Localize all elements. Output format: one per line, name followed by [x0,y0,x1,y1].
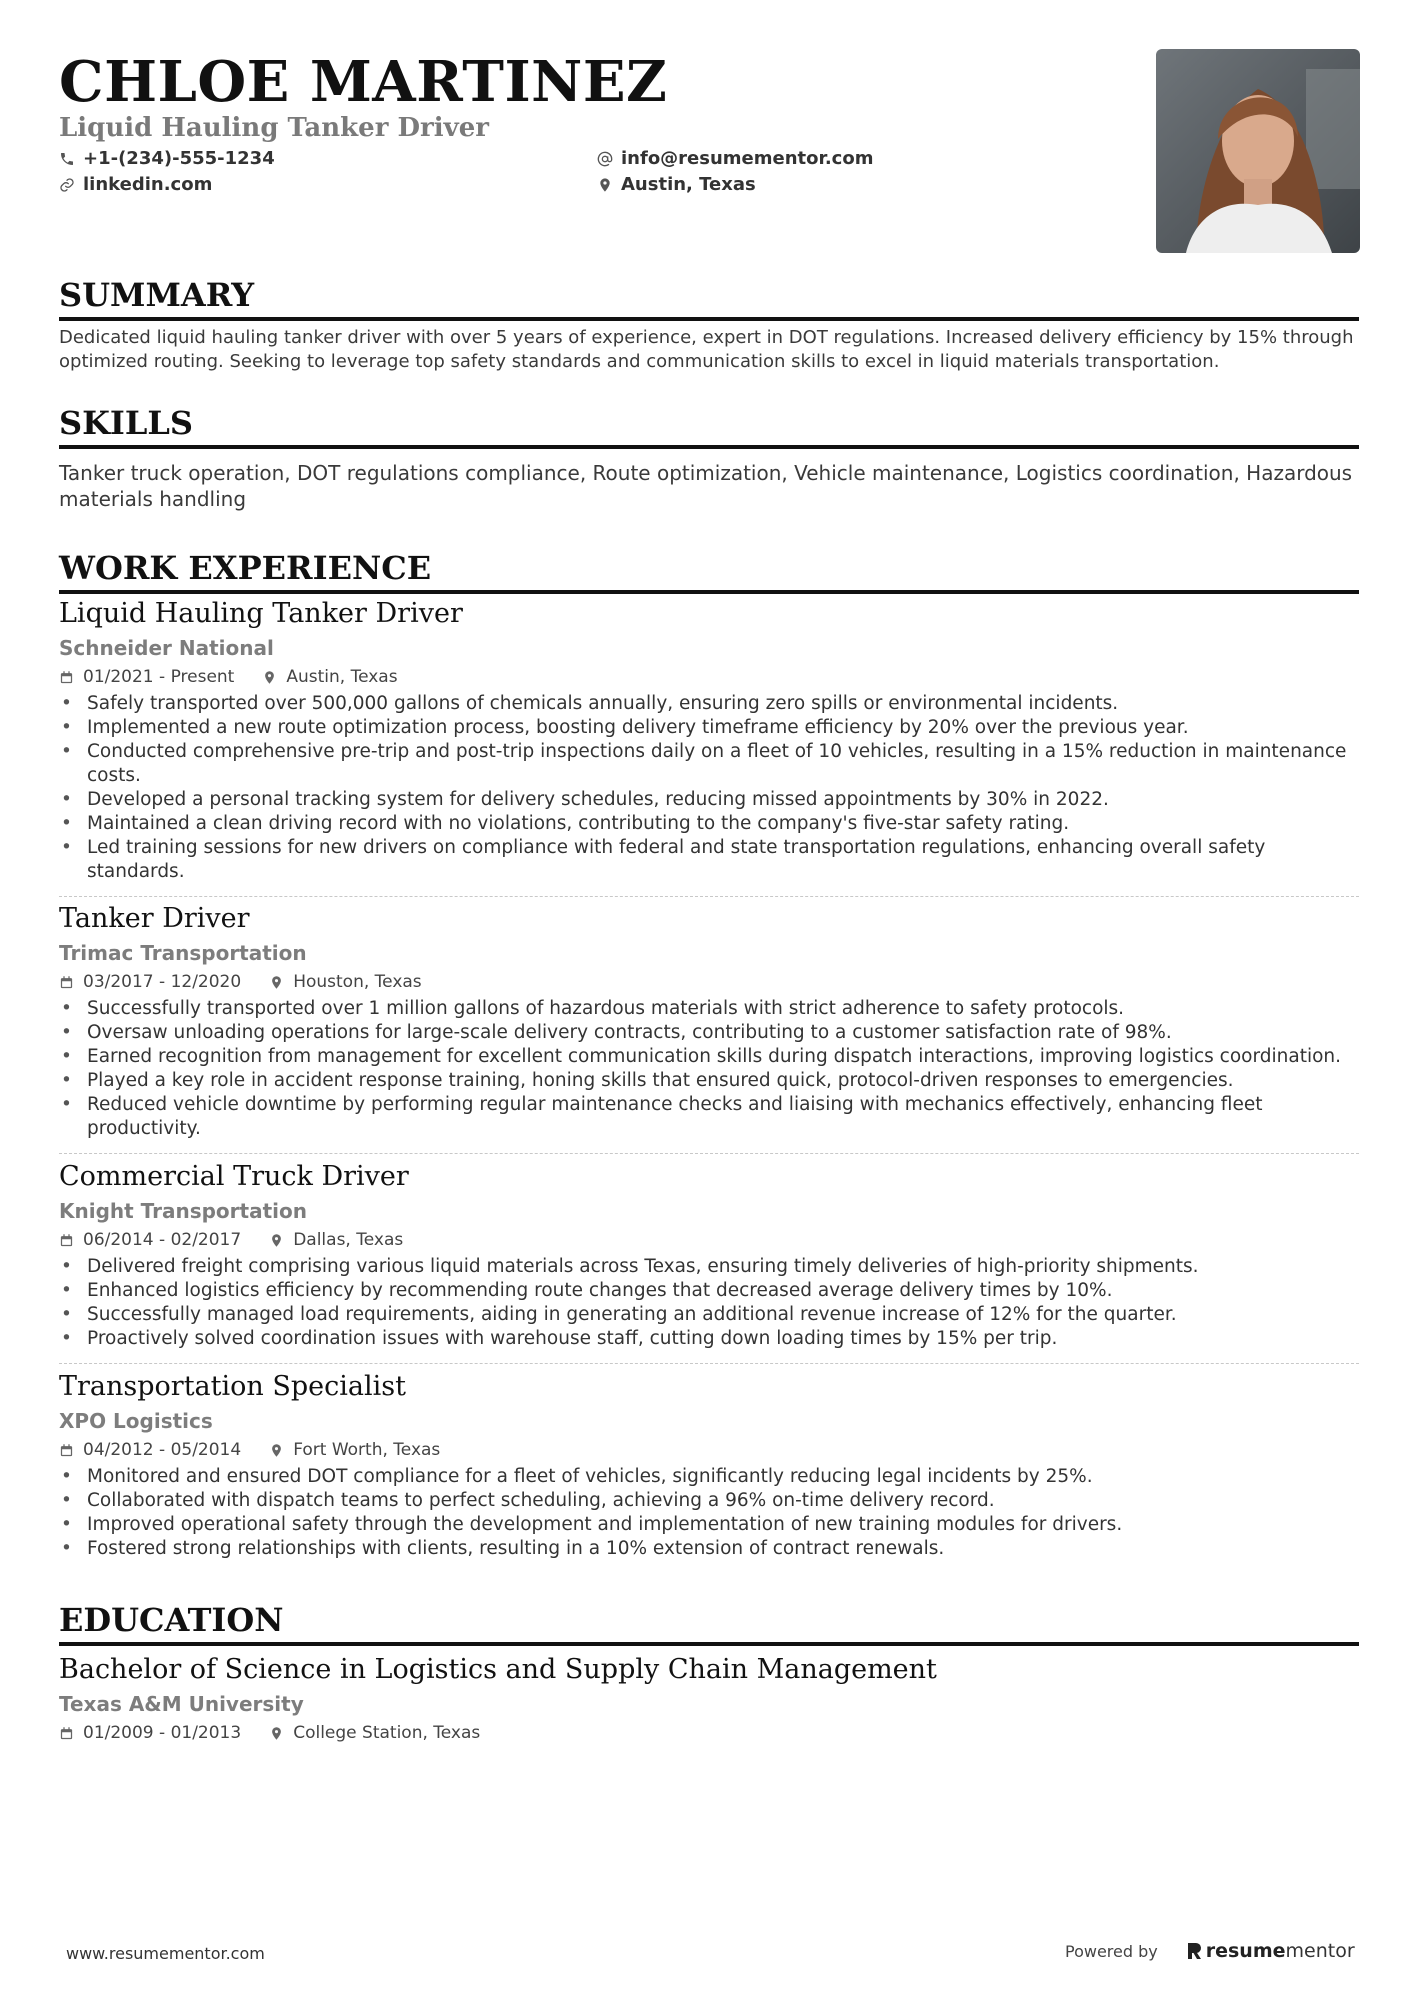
job-divider [59,896,1359,897]
job-bullets [59,692,1359,884]
brand-logo[interactable] [1186,1940,1355,1962]
summary-text: Dedicated liquid hauling tanker driver with over 5 years of experience, expert in DOT regulations. Increased delivery efficiency by 15% through optimized routing. Seeking to leverage top safety standards and communication skills to excel in liquid materials transportation. [59,327,1354,372]
bullet-item: • Earned recognition from management for excellent communication skills during dispatch interactions, improving logistics coordination. [59,1045,1359,1069]
footer-powered-by [1065,1940,1355,1962]
contact-email [597,147,873,171]
bullet-item: • Enhanced logistics efficiency by recommending route changes that decreased average delivery times by 10%. [59,1279,1359,1303]
job-entry [59,1369,1359,1561]
contact-linkedin [59,173,212,197]
location-pin-icon [269,1233,284,1248]
job-location: Houston, Texas [293,972,422,992]
job-company: XPO Logistics [59,1409,213,1433]
bullet-item: • Delivered freight comprising various liquid materials across Texas, ensuring timely deliveries of high-priority shipments. [59,1255,1359,1279]
phone-icon [59,151,75,167]
bullet-item: • Implemented a new route optimization process, boosting delivery timeframe efficiency by 20% over the previous year. [59,716,1359,740]
resumementor-logo-icon [1186,1941,1202,1961]
footer-website[interactable]: www.resumementor.com [66,1944,265,1963]
job-bullets [59,1255,1359,1351]
bullet-item: • Oversaw unloading operations for large-scale delivery contracts, contributing to a customer satisfaction rate of 98%. [59,1021,1359,1045]
skills-heading: SKILLS [59,403,1359,449]
phone-text: +1-(234)-555-1234 [83,148,275,169]
brand-text-bold: resume [1205,1940,1286,1962]
job-divider [59,1153,1359,1154]
bullet-item: • Played a key role in accident response training, honing skills that ensured quick, protocol-driven responses to emergencies. [59,1069,1359,1093]
at-icon [597,151,613,167]
education-meta [59,1721,1359,1745]
job-title: Tanker Driver [59,903,250,934]
bullet-item: • Reduced vehicle downtime by performing regular maintenance checks and liaising with mechanics effectively, enhancing fleet productivity. [59,1093,1359,1141]
education-heading: EDUCATION [59,1600,1359,1646]
candidate-title: Liquid Hauling Tanker Driver [59,113,489,143]
experience-heading: WORK EXPERIENCE [59,548,1359,594]
job-meta [59,970,1359,994]
calendar-icon [59,1726,74,1741]
job-dates: 03/2017 - 12/2020 [83,972,242,992]
summary-heading: SUMMARY [59,275,1359,321]
education-dates: 01/2009 - 01/2013 [83,1723,242,1743]
job-meta [59,665,1359,689]
bullet-item: • Maintained a clean driving record with no violations, contributing to the company's five-star safety rating. [59,812,1359,836]
calendar-icon [59,670,74,685]
bullet-item: • Successfully transported over 1 million gallons of hazardous materials with strict adherence to safety protocols. [59,997,1359,1021]
location-pin-icon [269,1726,284,1741]
location-pin-icon [597,177,613,193]
contact-location [597,173,756,197]
job-location: Austin, Texas [286,667,398,687]
bullet-item: • Fostered strong relationships with clients, resulting in a 10% extension of contract renewals. [59,1537,1359,1561]
job-bullets [59,1465,1359,1561]
job-bullets [59,997,1359,1141]
bullet-item: • Safely transported over 500,000 gallons of chemicals annually, ensuring zero spills or environmental incidents. [59,692,1359,716]
bullet-item: • Improved operational safety through the development and implementation of new training modules for drivers. [59,1513,1359,1537]
location-pin-icon [269,975,284,990]
job-dates: 04/2012 - 05/2014 [83,1440,242,1460]
education-entry [59,1652,1359,1745]
calendar-icon [59,975,74,990]
job-entry [59,1159,1359,1351]
education-location: College Station, Texas [293,1723,481,1743]
powered-by-label: Powered by [1065,1941,1158,1961]
bullet-item: • Collaborated with dispatch teams to perfect scheduling, achieving a 96% on-time delivery record. [59,1489,1359,1513]
profile-photo [1156,49,1360,253]
job-location: Dallas, Texas [293,1230,404,1250]
job-meta [59,1438,1359,1462]
bullet-item: • Conducted comprehensive pre-trip and post-trip inspections daily on a fleet of 10 vehicles, resulting in a 15% reduction in maintenance costs. [59,740,1359,788]
contact-phone [59,147,275,171]
job-company: Knight Transportation [59,1199,307,1223]
job-location: Fort Worth, Texas [293,1440,441,1460]
location-pin-icon [269,1443,284,1458]
job-dates: 01/2021 - Present [83,667,235,687]
bullet-item: • Proactively solved coordination issues with warehouse staff, cutting down loading times by 15% per trip. [59,1327,1359,1351]
bullet-item: • Monitored and ensured DOT compliance for a fleet of vehicles, significantly reducing legal incidents by 25%. [59,1465,1359,1489]
bullet-item: • Led training sessions for new drivers on compliance with federal and state transportation regulations, enhancing overall safety standards. [59,836,1359,884]
email-link[interactable]: info@resumementor.com [621,148,874,169]
candidate-name: CHLOE MARTINEZ [59,49,668,115]
skills-text: Tanker truck operation, DOT regulations compliance, Route optimization, Vehicle maintenance, Logistics coordination, Hazardous materials handling [59,461,1353,511]
bullet-item: • Successfully managed load requirements, aiding in generating an additional revenue increase of 12% for the quarter. [59,1303,1359,1327]
linkedin-link[interactable]: linkedin.com [83,174,213,195]
link-icon [59,177,75,193]
job-entry [59,901,1359,1141]
job-title: Transportation Specialist [59,1371,406,1402]
job-divider [59,1363,1359,1364]
degree-title: Bachelor of Science in Logistics and Supply Chain Management [59,1654,937,1685]
location-text: Austin, Texas [621,174,756,195]
job-title: Commercial Truck Driver [59,1161,409,1192]
job-dates: 06/2014 - 02/2017 [83,1230,242,1250]
job-entry [59,596,1359,884]
location-pin-icon [262,670,277,685]
job-company: Schneider National [59,636,274,660]
brand-text-light: mentor [1285,1940,1355,1962]
job-meta [59,1228,1359,1252]
calendar-icon [59,1233,74,1248]
bullet-item: • Developed a personal tracking system for delivery schedules, reducing missed appointments by 30% in 2022. [59,788,1359,812]
job-title: Liquid Hauling Tanker Driver [59,598,463,629]
job-company: Trimac Transportation [59,941,307,965]
calendar-icon [59,1443,74,1458]
school-name: Texas A&M University [59,1692,304,1716]
